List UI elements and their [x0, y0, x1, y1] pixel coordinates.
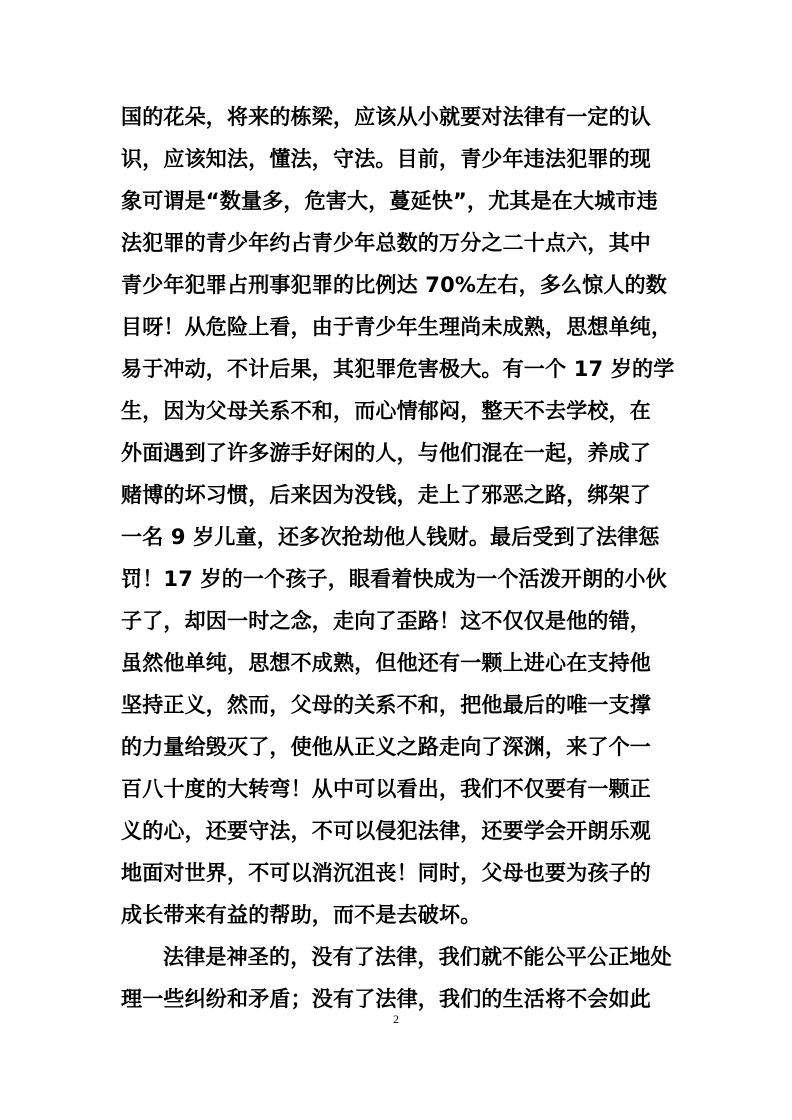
text-line: 子了，却因一时之念，走向了歪路！这不仅仅是他的错，	[121, 609, 651, 633]
paragraph-start-line: 法律是神圣的，没有了法律，我们就不能公平公正地处	[163, 945, 672, 969]
text-line: 赌博的坏习惯，后来因为没钱，走上了邪恶之路，绑架了	[121, 483, 651, 507]
text-line: 法犯罪的青少年约占青少年总数的万分之二十点六，其中	[121, 231, 651, 255]
text-line: 目呀！从危险上看，由于青少年生理尚未成熟，思想单纯，	[121, 315, 673, 339]
text-line: 象可谓是“数量多，危害大，蔓延快”，尤其是在大城市违	[121, 189, 658, 213]
text-line: 成长带来有益的帮助，而不是去破坏。	[121, 903, 482, 927]
text-line: 百八十度的大转弯！从中可以看出，我们不仅要有一颗正	[121, 777, 651, 801]
text-line: 青少年犯罪占刑事犯罪的比例达 70%左右，多么惊人的数	[121, 273, 667, 297]
text-line: 一名 9 岁儿童，还多次抢劫他人钱财。最后受到了法律惩	[121, 525, 660, 549]
page-number: 2	[393, 1012, 399, 1026]
text-line: 生，因为父母关系不和，而心情郁闷，整天不去学校，在	[121, 399, 651, 423]
text-line: 理一些纠纷和矛盾；没有了法律，我们的生活将不会如此	[121, 987, 651, 1011]
text-line: 坚持正义，然而，父母的关系不和，把他最后的唯一支撑	[121, 693, 651, 717]
text-line: 外面遇到了许多游手好闲的人，与他们混在一起，养成了	[121, 441, 651, 465]
body-text	[121, 96, 681, 1020]
text-line: 易于冲动，不计后果，其犯罪危害极大。有一个 17 岁的学	[121, 357, 675, 381]
text-line: 罚！17 岁的一个孩子，眼看着快成为一个活泼开朗的小伙	[121, 567, 667, 591]
text-line: 的力量给毁灭了，使他从正义之路走向了深渊，来了个一	[121, 735, 651, 759]
text-line: 义的心，还要守法，不可以侵犯法律，还要学会开朗乐观	[121, 819, 651, 843]
text-line: 虽然他单纯，思想不成熟，但他还有一颗上进心在支持他	[121, 651, 651, 675]
text-line: 国的花朵，将来的栋梁，应该从小就要对法律有一定的认	[121, 105, 651, 129]
text-line: 地面对世界，不可以消沉沮丧！同时，父母也要为孩子的	[121, 861, 651, 885]
text-line: 识，应该知法，懂法，守法。目前，青少年违法犯罪的现	[121, 147, 651, 171]
